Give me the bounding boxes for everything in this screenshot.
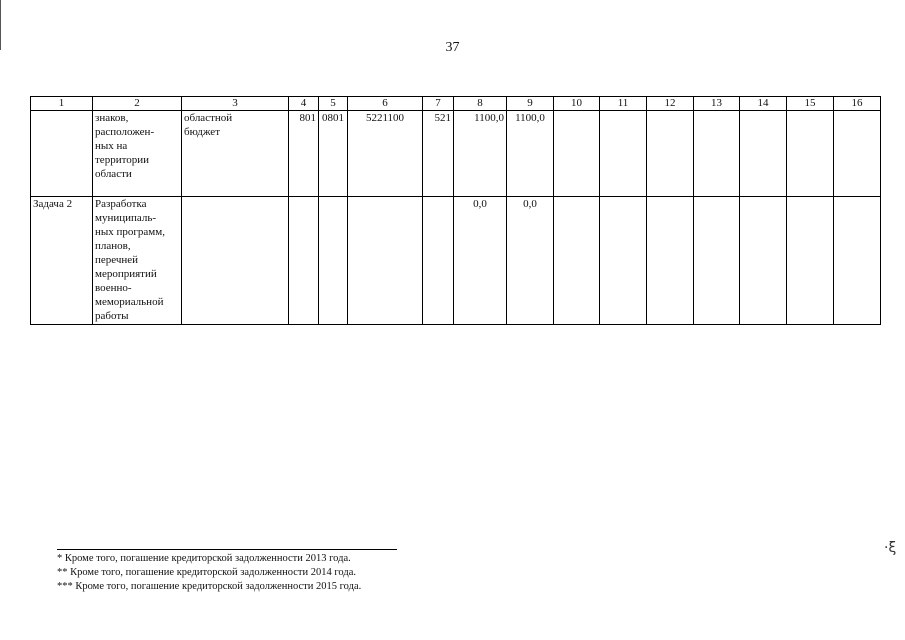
column-header: 1 [31,97,93,111]
cell-col12 [647,111,694,197]
footnote-2014: ** Кроме того, погашение кредиторской задолженности 2014 года. [57,567,356,578]
column-header: 6 [348,97,423,111]
column-header: 11 [600,97,647,111]
cell-col14 [740,197,787,325]
cell-col8: 1100,0 [454,111,507,197]
cell-col4 [289,197,319,325]
cell-source: областной бюджет [182,111,289,197]
cell-col6: 5221100 [348,111,423,197]
footnote-divider [57,549,397,550]
cell-col13 [694,111,740,197]
cell-col5 [319,197,348,325]
table-row [31,111,881,197]
column-header: 3 [182,97,289,111]
cell-col12 [647,197,694,325]
table-header-row [31,97,881,111]
cell-col4: 801 [289,111,319,197]
column-header: 12 [647,97,694,111]
cell-col7: 521 [423,111,454,197]
column-header: 2 [93,97,182,111]
column-header: 8 [454,97,507,111]
column-header: 14 [740,97,787,111]
column-header: 16 [834,97,881,111]
cell-description: Разработка муниципаль- ных программ, планов, перечней мероприятий военно- мемориальной работы [93,197,182,325]
cell-col8: 0,0 [454,197,507,325]
column-header: 9 [507,97,554,111]
cell-col7 [423,197,454,325]
column-header: 4 [289,97,319,111]
cell-col9: 0,0 [507,197,554,325]
cell-col10 [554,197,600,325]
cell-col11 [600,111,647,197]
column-header: 13 [694,97,740,111]
cell-task [31,111,93,197]
table-row [31,197,881,325]
cell-col16 [834,111,881,197]
footnote-2013: * Кроме того, погашение кредиторской задолженности 2013 года. [57,553,351,564]
cell-task: Задача 2 [31,197,93,325]
cell-col6 [348,197,423,325]
cell-col5: 0801 [319,111,348,197]
column-header: 5 [319,97,348,111]
cell-col14 [740,111,787,197]
column-header: 15 [787,97,834,111]
page-number: 37 [445,40,460,55]
cell-description: знаков, расположен- ных на территории области [93,111,182,197]
cell-col10 [554,111,600,197]
scan-artifact-mark: ·ξ [884,540,897,556]
cell-col9: 1100,0 [507,111,554,197]
footnotes [57,552,361,594]
cell-col15 [787,197,834,325]
cell-source [182,197,289,325]
column-header: 7 [423,97,454,111]
cell-col15 [787,111,834,197]
cell-col13 [694,197,740,325]
cell-col16 [834,197,881,325]
footnote-2015: *** Кроме того, погашение кредиторской задолженности 2015 года. [57,581,362,592]
cell-col11 [600,197,647,325]
budget-table [30,96,881,325]
column-header: 10 [554,97,600,111]
